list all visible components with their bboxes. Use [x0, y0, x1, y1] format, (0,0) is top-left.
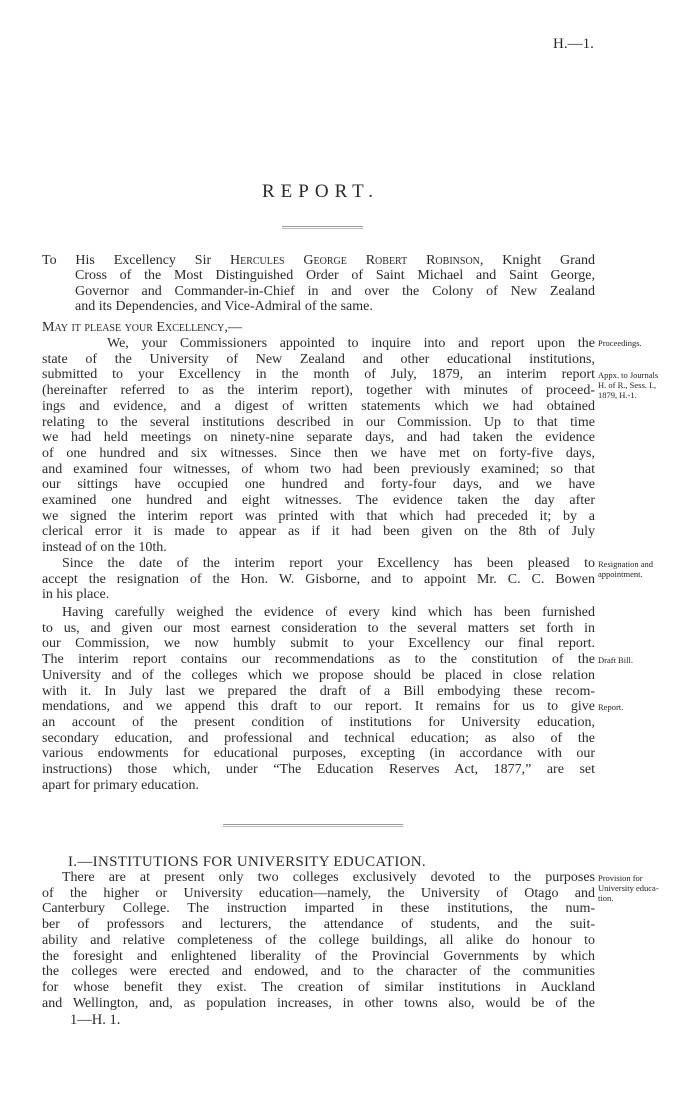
- paragraph-line: to us, and given our most earnest consideration to the several matters set forth in: [42, 620, 595, 636]
- address-line: Governor and Commander-in-Chief in and over the Colony of New Zealand: [75, 284, 595, 299]
- margin-note-line: tion.: [598, 893, 614, 903]
- margin-note: [598, 655, 633, 665]
- address-line: [42, 253, 595, 269]
- paragraph-line: ings and evidence, and a digest of written statements which we had obtained: [42, 398, 595, 414]
- salutation: [42, 320, 595, 336]
- section-paragraph-line: of the higher or University education—namely, the University of Otago and: [42, 885, 595, 901]
- section-paragraph-line: for whose benefit they exist. The creation of similar institutions in Auckland: [42, 979, 595, 995]
- paragraph-line: examined one hundred and eight witnesses. The evidence taken the day after: [42, 493, 595, 508]
- paragraph-line: accept the resignation of the Hon. W. Gisborne, and to appoint Mr. C. C. Bowen: [42, 571, 595, 587]
- paragraph-line: We, your Commissioners appointed to inquire into and report upon the: [107, 336, 595, 351]
- section-paragraph-line: ability and relative completeness of the college buildings, all alike do honour to: [42, 932, 595, 948]
- paragraph-line: of one hundred and six witnesses. Since then we have met on forty-five days,: [42, 445, 595, 461]
- text-segment: To His Excellency Sir: [42, 253, 230, 268]
- page-reference: H.—1.: [553, 36, 594, 52]
- paragraph-line: clerical error it is made to appear as if it had been given on the 8th of July: [42, 524, 595, 540]
- margin-note-line: 1879, H.-1.: [598, 390, 637, 400]
- margin-note-line: appointment.: [598, 569, 643, 579]
- text-segment: , Knight Grand: [479, 253, 595, 268]
- small-caps-text: Hercules George Robert Robinson: [230, 253, 480, 268]
- paragraph-line: The interim report contains our recommendations as to the constitution of the: [42, 652, 595, 668]
- section-paragraph-line: and Wellington, and, as population increases, in other towns also, would be of the: [42, 995, 595, 1011]
- margin-note-line: Resignation and: [598, 559, 654, 569]
- margin-note-line: H. of R., Sess. I.,: [598, 380, 657, 390]
- paragraph-line: various endowments for educational purposes, excepting (in accordance with our: [42, 746, 595, 762]
- margin-note-line: Appx. to Journals: [598, 370, 659, 380]
- small-caps-text: May it please your Excellency: [42, 320, 225, 335]
- paragraph-line: state of the University of New Zealand and other educational institutions,: [42, 351, 595, 367]
- address-line: Cross of the Most Distinguished Order of Saint Michael and Saint George,: [75, 268, 595, 283]
- paragraph-line: in his place.: [42, 587, 110, 603]
- margin-note-line: Draft Bill.: [598, 655, 633, 665]
- paragraph-line: our Commission, we now humbly submit to your Excellency our final report.: [42, 636, 595, 652]
- margin-note: [598, 559, 653, 579]
- paragraph-line: Having carefully weighed the evidence of every kind which has been furnished: [62, 605, 595, 620]
- section-paragraph-line: the foresight and enlightened liberality of the Provincial Governments by which: [42, 948, 595, 964]
- margin-note-line: Provision for: [598, 873, 643, 883]
- paragraph-line: secondary education, and professional and technical education; as also of the: [42, 730, 595, 746]
- paragraph-line: instructions) those which, under “The Education Reserves Act, 1877,” are set: [42, 762, 595, 777]
- address-line: and its Dependencies, and Vice-Admiral of the same.: [75, 299, 373, 314]
- paragraph-line: with it. In July last we prepared the draft of a Bill embodying these recom-: [42, 683, 595, 699]
- paragraph-line: University and of the colleges which we propose should be placed in close relation: [42, 667, 595, 683]
- signature-mark: 1—H. 1.: [70, 1012, 121, 1028]
- section-rule-divider: [223, 824, 403, 827]
- page-title: REPORT.: [262, 181, 380, 202]
- margin-note: [598, 702, 623, 712]
- paragraph-line: submitted to your Excellency in the month of July, 1879, an interim report: [42, 367, 595, 383]
- section-paragraph-line: Canterbury College. The instruction imparted in these institutions, the num-: [42, 901, 595, 917]
- paragraph-line: we had held meetings on ninety-nine separate days, and had taken the evidence: [42, 430, 595, 446]
- section-paragraph-line: ber of professors and lecturers, the attendance of students, and the suit-: [42, 917, 595, 933]
- margin-note-line: Report.: [598, 702, 624, 712]
- paragraph-line: and examined four witnesses, of whom two had been previously examined; so that: [42, 461, 595, 477]
- text-segment: ,—: [224, 320, 242, 335]
- section-paragraph-line: There are at present only two colleges exclusively devoted to the purposes: [62, 870, 595, 885]
- paragraph-line: Since the date of the interim report your Excellency has been pleased to: [62, 555, 595, 571]
- margin-note: [598, 873, 659, 903]
- margin-note-line: University educa-: [598, 883, 659, 893]
- margin-note-line: Proceedings.: [598, 338, 642, 348]
- paragraph-line: apart for primary education.: [42, 777, 200, 793]
- paragraph-line: mendations, and we append this draft to our report. It remains for us to give: [42, 699, 595, 715]
- paragraph-line: instead of on the 10th.: [42, 540, 167, 556]
- margin-note: [598, 338, 642, 348]
- paragraph-line: we signed the interim report was printed with that which had preceded it; by a: [42, 508, 595, 524]
- paragraph-line: (hereinafter referred to as the interim report), together with minutes of proceed-: [42, 383, 595, 399]
- paragraph-line: our sittings have occupied one hundred and forty-four days, and we have: [42, 477, 595, 493]
- paragraph-line: relating to the several institutions described in our Commission. Up to that time: [42, 414, 595, 430]
- paragraph-line: an account of the present condition of institutions for University education,: [42, 714, 595, 730]
- margin-note: [598, 370, 658, 400]
- title-rule-divider: [282, 226, 363, 229]
- section-heading: I.—INSTITUTIONS FOR UNIVERSITY EDUCATION.: [68, 854, 426, 870]
- section-paragraph-line: the colleges were erected and endowed, and to the character of the communities: [42, 964, 595, 980]
